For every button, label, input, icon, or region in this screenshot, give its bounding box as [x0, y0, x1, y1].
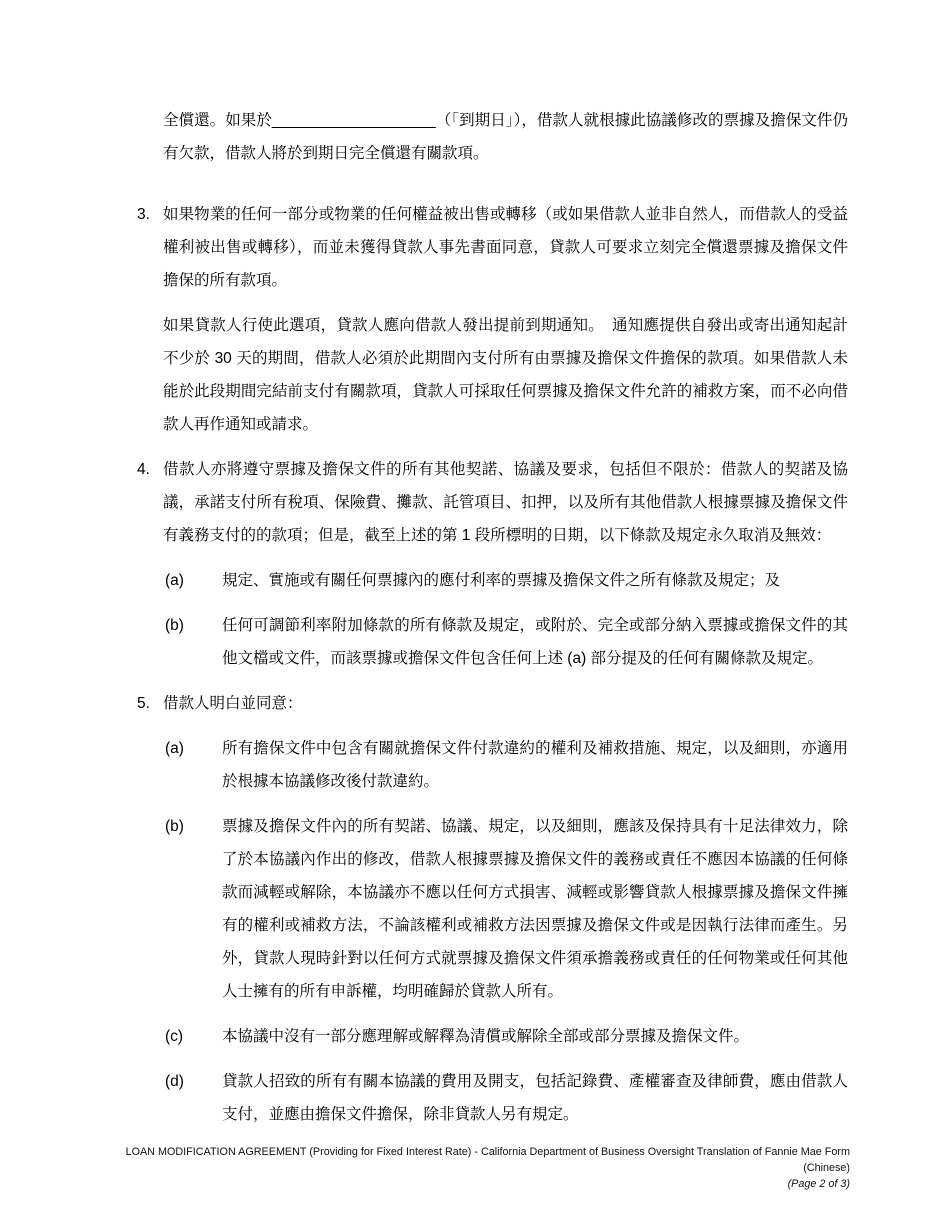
list-subitem-4b	[165, 609, 848, 675]
subitem-label: (b)	[165, 617, 184, 634]
subitem-text: 本協議中沒有一部分應理解或解釋為清償或解除全部或部分票據及擔保文件。	[222, 1028, 750, 1045]
item-number: 4.	[137, 461, 150, 478]
subitem-label: (b)	[165, 818, 184, 835]
list-subitem-5d	[165, 1065, 848, 1131]
list-subitem-4a	[165, 564, 848, 597]
list-subitem-5a	[165, 732, 848, 798]
footer-form-title: LOAN MODIFICATION AGREEMENT (Providing for Fixed Interest Rate) - California Department of Business Oversight Translation of Fannie Mae Form (Chinese)	[125, 1146, 850, 1174]
paragraph-item-3-notice: 如果貸款人行使此選項，貸款人應向借款人發出提前到期通知。 通知應提供自發出或寄出通知起計不少於 30 天的期間，借款人必須於此期間內支付所有由票據及擔保文件擔保的款項。如果借款人未能於此段期間完結前支付有關款項，貸款人可採取任何票據及擔保文件允許的補救方案，而不必向借款人再作通知或請求。	[163, 317, 848, 433]
list-subitem-5c	[165, 1020, 848, 1053]
subitem-text: 票據及擔保文件內的所有契諾、協議、規定，以及細則，應該及保持具有十足法律效力，除了於本協議內作出的修改，借款人根據票據及擔保文件的義務或責任不應因本協議的任何條款而減輕或解除，本協議亦不應以任何方式損害、減輕或影響貸款人根據票據及擔保文件擁有的權利或補救方法，不論該權利或補救方法因票據及擔保文件或是因執行法律而產生。另外，貸款人現時針對以任何方式就票據及擔保文件須承擔義務或責任的任何物業或任何其他人士擁有的所有申訴權，均明確歸於貸款人所有。	[222, 818, 848, 1000]
subitem-text: 任何可調節利率附加條款的所有條款及規定，或附於、完全或部分納入票據或擔保文件的其他文檔或文件，而該票據或擔保文件包含任何上述 (a) 部分提及的任何有關條款及規定。	[222, 617, 848, 667]
item-text: 借款人明白並同意：	[163, 695, 303, 712]
item-number: 5.	[137, 695, 150, 712]
item-text: 借款人亦將遵守票據及擔保文件的所有其他契諾、協議及要求，包括但不限於：借款人的契諾及協議，承諾支付所有稅項、保險費、攤款、託管項目、扣押，以及所有其他借款人根據票據及擔保文件有義務支付的的款項；但是，截至上述的第 1 段所標明的日期，以下條款及規定永久取消及無效：	[163, 461, 848, 544]
page-footer	[100, 1144, 850, 1192]
subitem-label: (a)	[165, 740, 184, 757]
footer-page-number: (Page 2 of 3)	[787, 1178, 850, 1190]
document-body	[137, 104, 848, 1143]
subitem-text: 貸款人招致的所有有關本協議的費用及開支，包括記錄費、產權審查及律師費，應由借款人支付，並應由擔保文件擔保，除非貸款人另有規定。	[222, 1073, 848, 1123]
list-item-5	[137, 687, 848, 720]
subitem-text: 規定、實施或有關任何票據內的應付利率的票據及擔保文件之所有條款及規定；及	[222, 572, 781, 589]
list-item-4	[137, 453, 848, 552]
list-item-3	[137, 198, 848, 297]
subitem-label: (c)	[165, 1028, 184, 1045]
subitem-label: (d)	[165, 1073, 184, 1090]
item-text: 如果物業的任何一部分或物業的任何權益被出售或轉移（或如果借款人並非自然人，而借款人的受益權利被出售或轉移），而並未獲得貸款人事先書面同意，貸款人可要求立刻完全償還票據及擔保文件擔保的所有款項。	[163, 206, 848, 289]
subitem-label: (a)	[165, 572, 184, 589]
list-subitem-5b	[165, 810, 848, 1008]
subitem-text: 所有擔保文件中包含有關就擔保文件付款違約的權利及補救措施、規定，以及細則，亦適用於根據本協議修改後付款違約。	[222, 740, 848, 790]
paragraph-continuation-maturity-date: 全償還。如果於___________________（「到期日」），借款人就根據此協議修改的票據及擔保文件仍有欠款，借款人將於到期日完全償還有關款項。	[163, 112, 848, 162]
item-number: 3.	[137, 206, 150, 223]
